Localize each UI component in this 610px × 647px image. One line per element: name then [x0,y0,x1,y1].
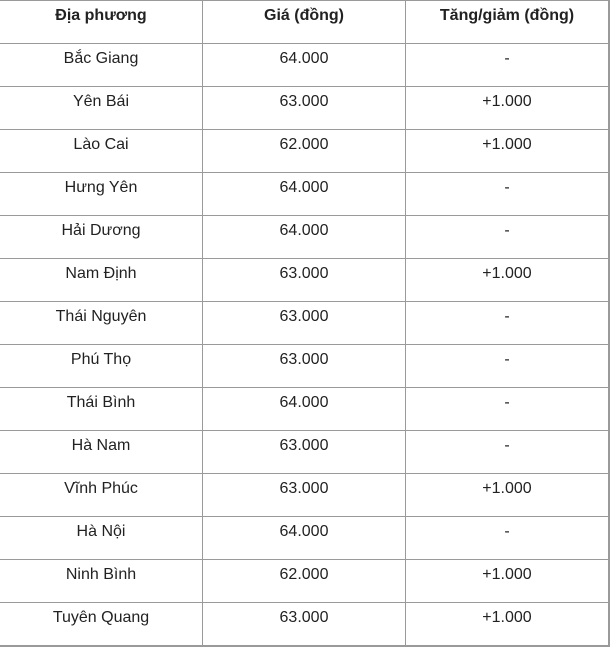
table-row [0,173,609,216]
cell-change: +1.000 [406,603,610,647]
cell-location: Bắc Giang [0,44,203,87]
table-row [0,216,609,259]
cell-price: 63.000 [203,474,406,517]
cell-location: Hà Nội [0,517,203,560]
table-row [0,44,609,87]
header-row [0,1,609,44]
cell-change: - [406,173,610,216]
cell-price: 63.000 [203,603,406,647]
cell-change: - [406,44,610,87]
table-row [0,431,609,474]
cell-location: Tuyên Quang [0,603,203,647]
cell-change: - [406,216,610,259]
table-row [0,302,609,345]
cell-change: +1.000 [406,259,610,302]
header-location: Địa phương [0,1,203,44]
cell-location: Hưng Yên [0,173,203,216]
table-row [0,603,609,647]
cell-price: 64.000 [203,388,406,431]
header-change: Tăng/giảm (đồng) [406,1,610,44]
cell-change: +1.000 [406,130,610,173]
cell-location: Thái Bình [0,388,203,431]
table-row [0,474,609,517]
cell-price: 62.000 [203,130,406,173]
table-row [0,259,609,302]
cell-location: Vĩnh Phúc [0,474,203,517]
cell-location: Ninh Bình [0,560,203,603]
cell-location: Nam Định [0,259,203,302]
cell-location: Thái Nguyên [0,302,203,345]
header-price: Giá (đồng) [203,1,406,44]
cell-change: +1.000 [406,87,610,130]
cell-location: Hải Dương [0,216,203,259]
cell-change: - [406,517,610,560]
cell-change: +1.000 [406,474,610,517]
cell-change: +1.000 [406,560,610,603]
table-row [0,388,609,431]
table-row [0,517,609,560]
table-row [0,345,609,388]
cell-price: 63.000 [203,259,406,302]
cell-price: 63.000 [203,302,406,345]
cell-change: - [406,388,610,431]
cell-change: - [406,302,610,345]
cell-location: Phú Thọ [0,345,203,388]
cell-price: 62.000 [203,560,406,603]
cell-location: Hà Nam [0,431,203,474]
cell-price: 63.000 [203,87,406,130]
cell-price: 64.000 [203,216,406,259]
table-row [0,560,609,603]
cell-change: - [406,431,610,474]
cell-location: Yên Bái [0,87,203,130]
cell-location: Lào Cai [0,130,203,173]
cell-price: 64.000 [203,44,406,87]
cell-price: 63.000 [203,431,406,474]
cell-price: 64.000 [203,173,406,216]
cell-price: 63.000 [203,345,406,388]
cell-change: - [406,345,610,388]
table-row [0,130,609,173]
table-row [0,87,609,130]
cell-price: 64.000 [203,517,406,560]
